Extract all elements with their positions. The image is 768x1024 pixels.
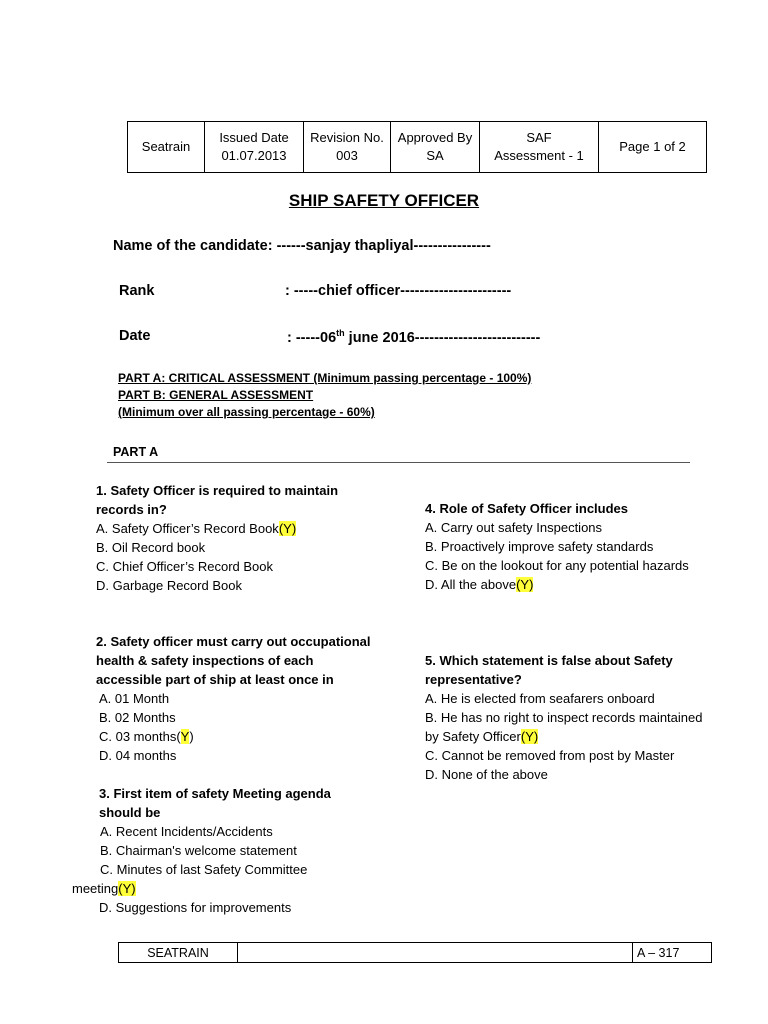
question-1-option-b: B. Oil Record book: [96, 540, 206, 555]
question-5-option-c: C. Cannot be removed from post by Master: [425, 748, 675, 763]
question-3-option-c: C. Minutes of last Safety Committee: [100, 862, 308, 877]
page-number: Page 1 of 2: [619, 139, 686, 154]
question-2: [96, 632, 371, 765]
candidate-name-label: Name of the candidate:: [113, 238, 273, 254]
answer-mark: Y: [180, 729, 190, 744]
answer-mark: (Y): [516, 577, 534, 592]
question-3-text-line2: should be: [99, 805, 161, 820]
candidate-name-value: ------sanjay thapliyal----------------: [276, 238, 491, 254]
question-3-text-line1: 3. First item of safety Meeting agenda: [99, 786, 331, 801]
revision-cell: [304, 122, 391, 173]
part-b-description: PART B: GENERAL ASSESSMENT: [118, 388, 314, 402]
question-3-option-d: D. Suggestions for improvements: [99, 900, 292, 915]
date-value: [287, 328, 540, 346]
question-5-option-d: D. None of the above: [425, 767, 548, 782]
question-3: [72, 784, 331, 917]
rank-label: Rank: [119, 283, 155, 299]
question-5-text-line1: 5. Which statement is false about Safety: [425, 653, 673, 668]
question-4-text: 4. Role of Safety Officer includes: [425, 501, 628, 516]
part-a-description: PART A: CRITICAL ASSESSMENT (Minimum passing percentage - 100%): [118, 371, 532, 385]
question-4-option-d: [425, 575, 689, 594]
form-assessment: Assessment - 1: [494, 148, 584, 163]
question-2-option-a: A. 01 Month: [99, 691, 170, 706]
parts-description: [118, 370, 531, 421]
page-number-cell: [599, 122, 707, 173]
page-title: SHIP SAFETY OFFICER: [288, 191, 480, 210]
question-1-option-d: D. Garbage Record Book: [96, 578, 242, 593]
issued-date-value: 01.07.2013: [221, 148, 287, 163]
document-header-table: [127, 121, 707, 173]
question-4-option-a: A. Carry out safety Inspections: [425, 520, 603, 535]
document-footer-table: [118, 942, 712, 963]
question-3-option-a: A. Recent Incidents/Accidents: [100, 824, 273, 839]
form-name: SAF: [526, 130, 552, 145]
revision-value: 003: [336, 148, 358, 163]
question-1-text-line1: 1. Safety Officer is required to maintain: [96, 483, 339, 498]
date-superscript: th: [336, 328, 345, 338]
question-1-option-a-text: A. Safety Officer’s Record Book: [96, 521, 279, 536]
question-2-option-c-end: ): [189, 729, 194, 744]
footer-company: SEATRAIN: [119, 943, 238, 963]
answer-mark: (Y): [118, 881, 136, 896]
rank-value: : -----chief officer-----------------------: [285, 283, 512, 299]
part-b-passing: (Minimum over all passing percentage - 60%): [118, 405, 375, 419]
question-5-option-b: B. He has no right to inspect records maintained: [425, 710, 703, 725]
date-prefix: : -----06: [287, 329, 337, 346]
question-2-option-c-text: C. 03 months(: [99, 729, 181, 744]
question-2-text-line3: accessible part of ship at least once in: [96, 672, 334, 687]
question-2-option-d: D. 04 months: [99, 748, 177, 763]
approved-label: Approved By: [397, 130, 473, 145]
question-5-option-b-cont: [425, 727, 702, 746]
issued-date-label: Issued Date: [219, 130, 289, 145]
question-3-option-b: B. Chairman's welcome statement: [100, 843, 297, 858]
approved-value: SA: [426, 148, 444, 163]
question-5: [425, 651, 702, 784]
question-4: [425, 499, 689, 594]
question-1: [96, 481, 338, 595]
date-label: Date: [119, 328, 151, 344]
company-cell: [128, 122, 205, 173]
form-cell: [480, 122, 599, 173]
question-4-option-c: C. Be on the lookout for any potential hazards: [425, 558, 689, 573]
question-2-text-line2: health & safety inspections of each: [96, 653, 314, 668]
issued-date-cell: [205, 122, 304, 173]
company-name: Seatrain: [141, 139, 191, 154]
footer-code: A – 317: [633, 943, 712, 963]
approved-cell: [391, 122, 480, 173]
section-divider: [107, 462, 690, 463]
revision-label: Revision No.: [310, 130, 384, 145]
answer-mark: (Y): [520, 729, 539, 744]
question-2-option-b: B. 02 Months: [99, 710, 176, 725]
section-heading: PART A: [113, 445, 159, 459]
question-2-text-line1: 2. Safety officer must carry out occupational: [96, 634, 371, 649]
question-5-option-b-cont-text: by Safety Officer: [425, 729, 521, 744]
question-5-option-a: A. He is elected from seafarers onboard: [425, 691, 655, 706]
question-1-option-c: C. Chief Officer’s Record Book: [96, 559, 274, 574]
question-3-option-c-cont: [72, 879, 331, 898]
candidate-name-row: [113, 238, 491, 254]
footer-middle-cell: [238, 943, 633, 963]
question-4-option-d-text: D. All the above: [425, 577, 517, 592]
answer-mark: (Y): [278, 521, 297, 536]
question-3-option-c-cont-text: meeting: [72, 881, 119, 896]
question-1-text-line2: records in?: [96, 502, 167, 517]
question-1-option-a: [96, 519, 338, 538]
question-4-option-b: B. Proactively improve safety standards: [425, 539, 654, 554]
date-suffix: june 2016--------------------------: [344, 329, 541, 346]
question-5-text-line2: representative?: [425, 672, 522, 687]
question-2-option-c: [96, 727, 371, 746]
